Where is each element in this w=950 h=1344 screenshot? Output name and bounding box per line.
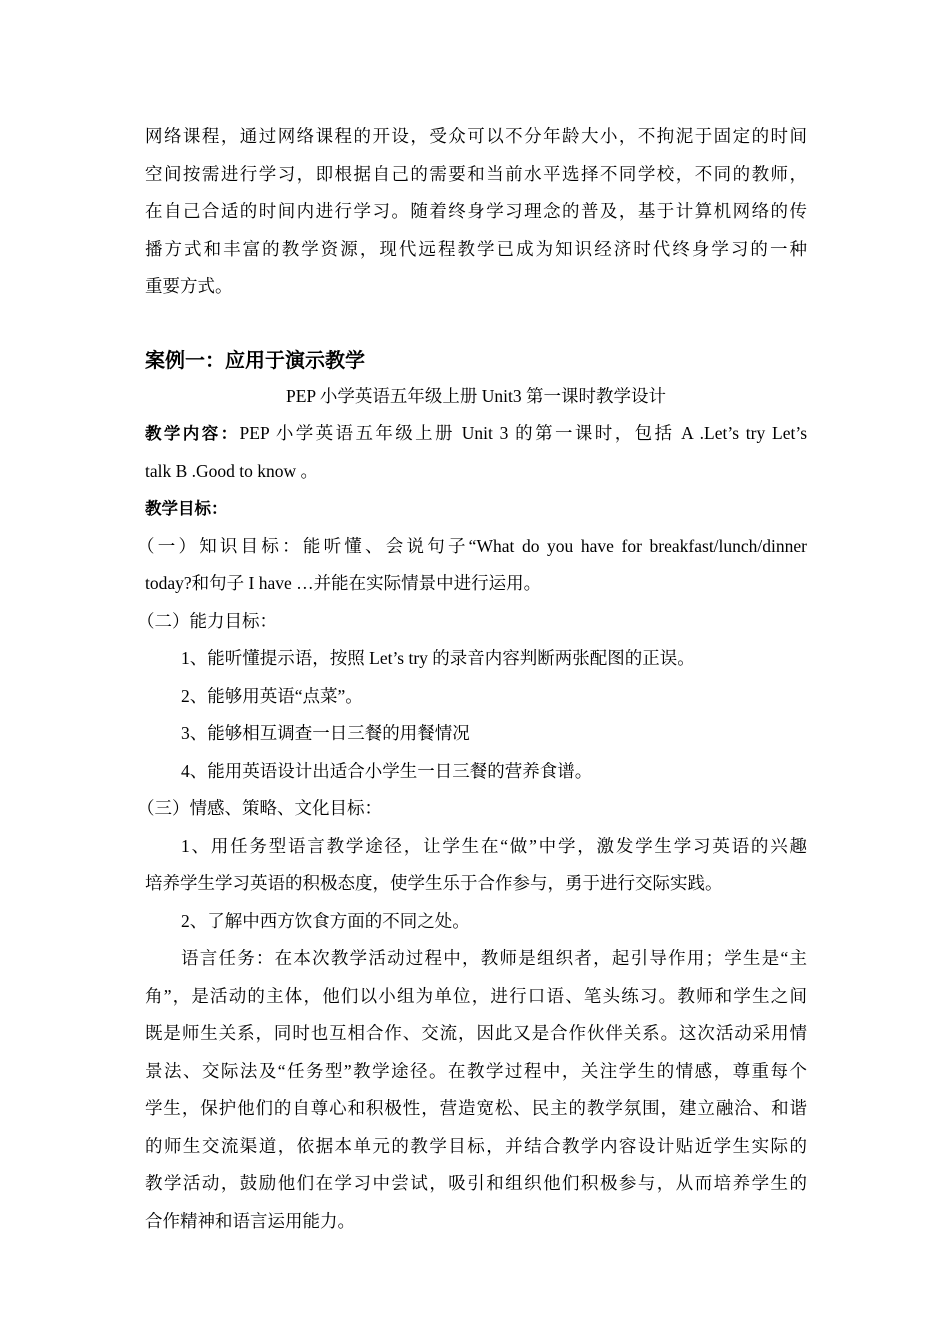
- intro-line: 播方式和丰富的教学资源，现代远程教学已成为知识经济时代终身学习的一种: [145, 238, 807, 259]
- teaching-content-line-2: talk B .Good to know 。: [145, 460, 319, 481]
- ability-goal-item: 2、能够用英语“点菜”。: [181, 685, 363, 706]
- teaching-content: [145, 415, 807, 490]
- task-line: 教学活动，鼓励他们在学习中尝试，吸引和组织他们积极参与，从而培养学生的: [145, 1173, 807, 1193]
- ability-goal-item: 4、能用英语设计出适合小学生一日三餐的营养食谱。: [181, 760, 593, 781]
- emotion-goal-heading: （三）情感、策略、文化目标：: [137, 798, 382, 818]
- intro-line: 重要方式。: [145, 276, 233, 296]
- task-line: 角”，是活动的主体，他们以小组为单位，进行口语、笔头练习。教师和学生之间: [145, 985, 807, 1006]
- intro-line: 空间按需进行学习，即根据自己的需要和当前水平选择不同学校，不同的教师，: [145, 163, 807, 184]
- intro-line: 网络课程，通过网络课程的开设，受众可以不分年龄大小，不拘泥于固定的时间: [145, 126, 807, 146]
- knowledge-goal-line: today?和句子 I have …并能在实际情景中进行运用。: [145, 573, 542, 593]
- emotion-goal: [137, 790, 807, 940]
- task-line: 既是师生关系，同时也互相合作、交流，因此又是合作伙伴关系。这次活动采用情: [145, 1023, 807, 1043]
- document-page: [137, 118, 807, 1240]
- teaching-goals-label: 教学目标：: [145, 499, 228, 518]
- task-line: 的师生交流渠道，依据本单元的教学目标，并结合教学内容设计贴近学生实际的: [145, 1135, 807, 1156]
- teaching-content-text: PEP 小学英语五年级上册 Unit 3 的第一课时，包括 A .Let’s try Let’s: [239, 423, 807, 443]
- knowledge-goal: [137, 528, 807, 603]
- emotion-goal-item-line: 1、用任务型语言教学途径，让学生在“做”中学，激发学生学习英语的兴趣: [181, 835, 807, 856]
- ability-goal: [137, 603, 807, 791]
- intro-paragraph: [145, 118, 807, 306]
- teaching-content-line: [145, 415, 807, 453]
- language-task-paragraph: [145, 940, 807, 1240]
- spacer: [145, 306, 807, 342]
- task-line: 学生，保护他们的自尊心和积极性，营造宽松、民主的教学氛围，建立融洽、和谐: [145, 1098, 807, 1118]
- intro-line: 在自己合适的时间内进行学习。随着终身学习理念的普及，基于计算机网络的传: [145, 201, 807, 221]
- case-heading: 案例一：应用于演示教学: [145, 347, 365, 372]
- ability-goal-item: 1、能听懂提示语，按照 Let’s try 的录音内容判断两张配图的正误。: [181, 648, 695, 668]
- task-line: 景法、交际法及“任务型”教学途径。在教学过程中，关注学生的情感，尊重每个: [145, 1060, 807, 1081]
- teaching-content-label: 教学内容：: [145, 424, 240, 443]
- emotion-goal-item: 2、了解中西方饮食方面的不同之处。: [181, 910, 470, 931]
- task-line: 合作精神和语言运用能力。: [145, 1210, 355, 1231]
- task-line: 语言任务：在本次教学活动过程中，教师是组织者，起引导作用；学生是“主: [181, 948, 807, 968]
- design-title: PEP 小学英语五年级上册 Unit3 第一课时教学设计: [286, 385, 666, 406]
- knowledge-goal-line: （一）知识目标：能听懂、会说句子“What do you have for breakfast/lunch/dinner: [137, 535, 807, 556]
- emotion-goal-item-line: 培养学生学习英语的积极态度，使学生乐于合作参与，勇于进行交际实践。: [145, 873, 723, 893]
- ability-goal-item: 3、能够相互调查一日三餐的用餐情况: [181, 723, 470, 743]
- ability-goal-heading: （二）能力目标：: [137, 610, 277, 631]
